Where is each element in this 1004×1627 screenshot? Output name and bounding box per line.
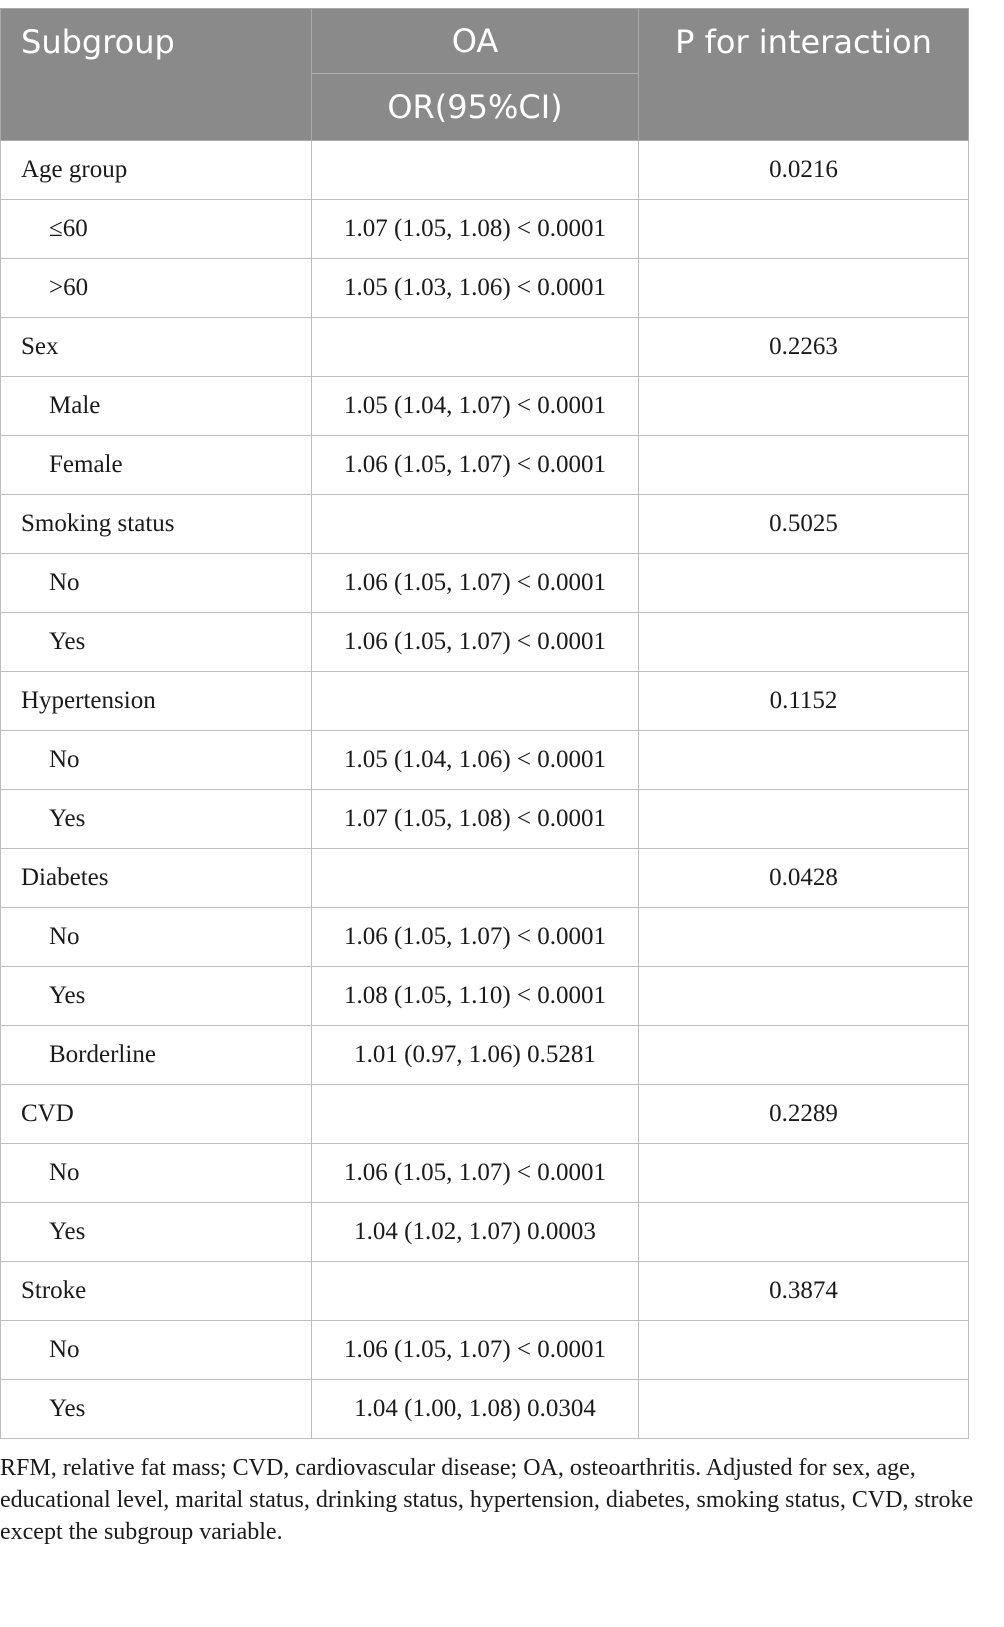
subgroup-table-container	[0, 8, 968, 1439]
cell-subgroup-label: Borderline	[1, 1026, 312, 1085]
cell-p-interaction	[639, 1321, 969, 1380]
cell-subgroup-label: Yes	[1, 613, 312, 672]
cell-p-interaction	[639, 1026, 969, 1085]
table-row-subgroup	[1, 377, 969, 436]
cell-or-ci	[312, 1262, 639, 1321]
table-row-subgroup	[1, 1321, 969, 1380]
cell-p-interaction	[639, 200, 969, 259]
cell-p-interaction	[639, 436, 969, 495]
cell-p-interaction	[639, 790, 969, 849]
cell-p-interaction	[639, 1144, 969, 1203]
cell-p-interaction: 0.5025	[639, 495, 969, 554]
cell-subgroup-label: CVD	[1, 1085, 312, 1144]
cell-subgroup-label: No	[1, 1144, 312, 1203]
cell-subgroup-label: Female	[1, 436, 312, 495]
table-row-subgroup	[1, 259, 969, 318]
cell-or-ci: 1.07 (1.05, 1.08) < 0.0001	[312, 790, 639, 849]
table-row-subgroup	[1, 967, 969, 1026]
cell-or-ci: 1.05 (1.04, 1.07) < 0.0001	[312, 377, 639, 436]
cell-or-ci: 1.06 (1.05, 1.07) < 0.0001	[312, 1321, 639, 1380]
cell-or-ci: 1.01 (0.97, 1.06) 0.5281	[312, 1026, 639, 1085]
cell-p-interaction	[639, 613, 969, 672]
cell-subgroup-label: Male	[1, 377, 312, 436]
table-row-subgroup	[1, 1380, 969, 1439]
table-row-group	[1, 1262, 969, 1321]
cell-subgroup-label: Hypertension	[1, 672, 312, 731]
cell-p-interaction	[639, 967, 969, 1026]
table-row-group	[1, 318, 969, 377]
header-p-interaction: P for interaction	[639, 9, 969, 141]
cell-subgroup-label: Yes	[1, 1380, 312, 1439]
table-row-group	[1, 141, 969, 200]
cell-p-interaction	[639, 1380, 969, 1439]
table-row-group	[1, 495, 969, 554]
table-row-group	[1, 1085, 969, 1144]
cell-p-interaction	[639, 554, 969, 613]
cell-or-ci	[312, 318, 639, 377]
cell-subgroup-label: No	[1, 908, 312, 967]
cell-or-ci: 1.06 (1.05, 1.07) < 0.0001	[312, 554, 639, 613]
cell-or-ci: 1.06 (1.05, 1.07) < 0.0001	[312, 613, 639, 672]
cell-p-interaction: 0.0216	[639, 141, 969, 200]
cell-or-ci: 1.05 (1.03, 1.06) < 0.0001	[312, 259, 639, 318]
cell-subgroup-label: ≤60	[1, 200, 312, 259]
cell-or-ci: 1.06 (1.05, 1.07) < 0.0001	[312, 908, 639, 967]
cell-p-interaction	[639, 1203, 969, 1262]
cell-or-ci	[312, 141, 639, 200]
cell-subgroup-label: Smoking status	[1, 495, 312, 554]
table-row-subgroup	[1, 554, 969, 613]
cell-subgroup-label: No	[1, 731, 312, 790]
cell-subgroup-label: Yes	[1, 1203, 312, 1262]
table-row-subgroup	[1, 613, 969, 672]
table-row-subgroup	[1, 1026, 969, 1085]
cell-subgroup-label: >60	[1, 259, 312, 318]
cell-subgroup-label: Yes	[1, 790, 312, 849]
header-oa: OA	[312, 9, 639, 74]
cell-subgroup-label: No	[1, 1321, 312, 1380]
table-header	[1, 9, 969, 141]
cell-p-interaction: 0.2263	[639, 318, 969, 377]
cell-or-ci	[312, 1085, 639, 1144]
header-row-top	[1, 9, 969, 74]
cell-p-interaction	[639, 731, 969, 790]
cell-or-ci: 1.05 (1.04, 1.06) < 0.0001	[312, 731, 639, 790]
cell-subgroup-label: Sex	[1, 318, 312, 377]
cell-or-ci	[312, 849, 639, 908]
cell-or-ci: 1.04 (1.02, 1.07) 0.0003	[312, 1203, 639, 1262]
cell-subgroup-label: Stroke	[1, 1262, 312, 1321]
table-row-subgroup	[1, 200, 969, 259]
subgroup-analysis-table	[0, 8, 969, 1439]
table-footnote: RFM, relative fat mass; CVD, cardiovascular disease; OA, osteoarthritis. Adjusted for sex, age, educational level, marital status, drinking status, hypertension, diabetes, smoking status, CVD, stroke except the subgroup variable.	[0, 1455, 974, 1545]
cell-or-ci: 1.08 (1.05, 1.10) < 0.0001	[312, 967, 639, 1026]
cell-or-ci	[312, 672, 639, 731]
cell-subgroup-label: Age group	[1, 141, 312, 200]
cell-or-ci: 1.06 (1.05, 1.07) < 0.0001	[312, 436, 639, 495]
cell-subgroup-label: Yes	[1, 967, 312, 1026]
table-row-subgroup	[1, 1144, 969, 1203]
cell-or-ci	[312, 495, 639, 554]
cell-subgroup-label: No	[1, 554, 312, 613]
table-row-subgroup	[1, 790, 969, 849]
cell-p-interaction: 0.1152	[639, 672, 969, 731]
table-body	[1, 141, 969, 1439]
cell-subgroup-label: Diabetes	[1, 849, 312, 908]
table-row-subgroup	[1, 731, 969, 790]
cell-p-interaction: 0.2289	[639, 1085, 969, 1144]
table-row-subgroup	[1, 1203, 969, 1262]
cell-or-ci: 1.06 (1.05, 1.07) < 0.0001	[312, 1144, 639, 1203]
cell-or-ci: 1.07 (1.05, 1.08) < 0.0001	[312, 200, 639, 259]
table-row-subgroup	[1, 436, 969, 495]
cell-or-ci: 1.04 (1.00, 1.08) 0.0304	[312, 1380, 639, 1439]
cell-p-interaction: 0.0428	[639, 849, 969, 908]
cell-p-interaction: 0.3874	[639, 1262, 969, 1321]
table-row-group	[1, 849, 969, 908]
cell-p-interaction	[639, 259, 969, 318]
table-row-group	[1, 672, 969, 731]
table-row-subgroup	[1, 908, 969, 967]
cell-p-interaction	[639, 377, 969, 436]
header-or-ci: OR(95%CI)	[312, 74, 639, 141]
header-subgroup: Subgroup	[1, 9, 312, 141]
cell-p-interaction	[639, 908, 969, 967]
